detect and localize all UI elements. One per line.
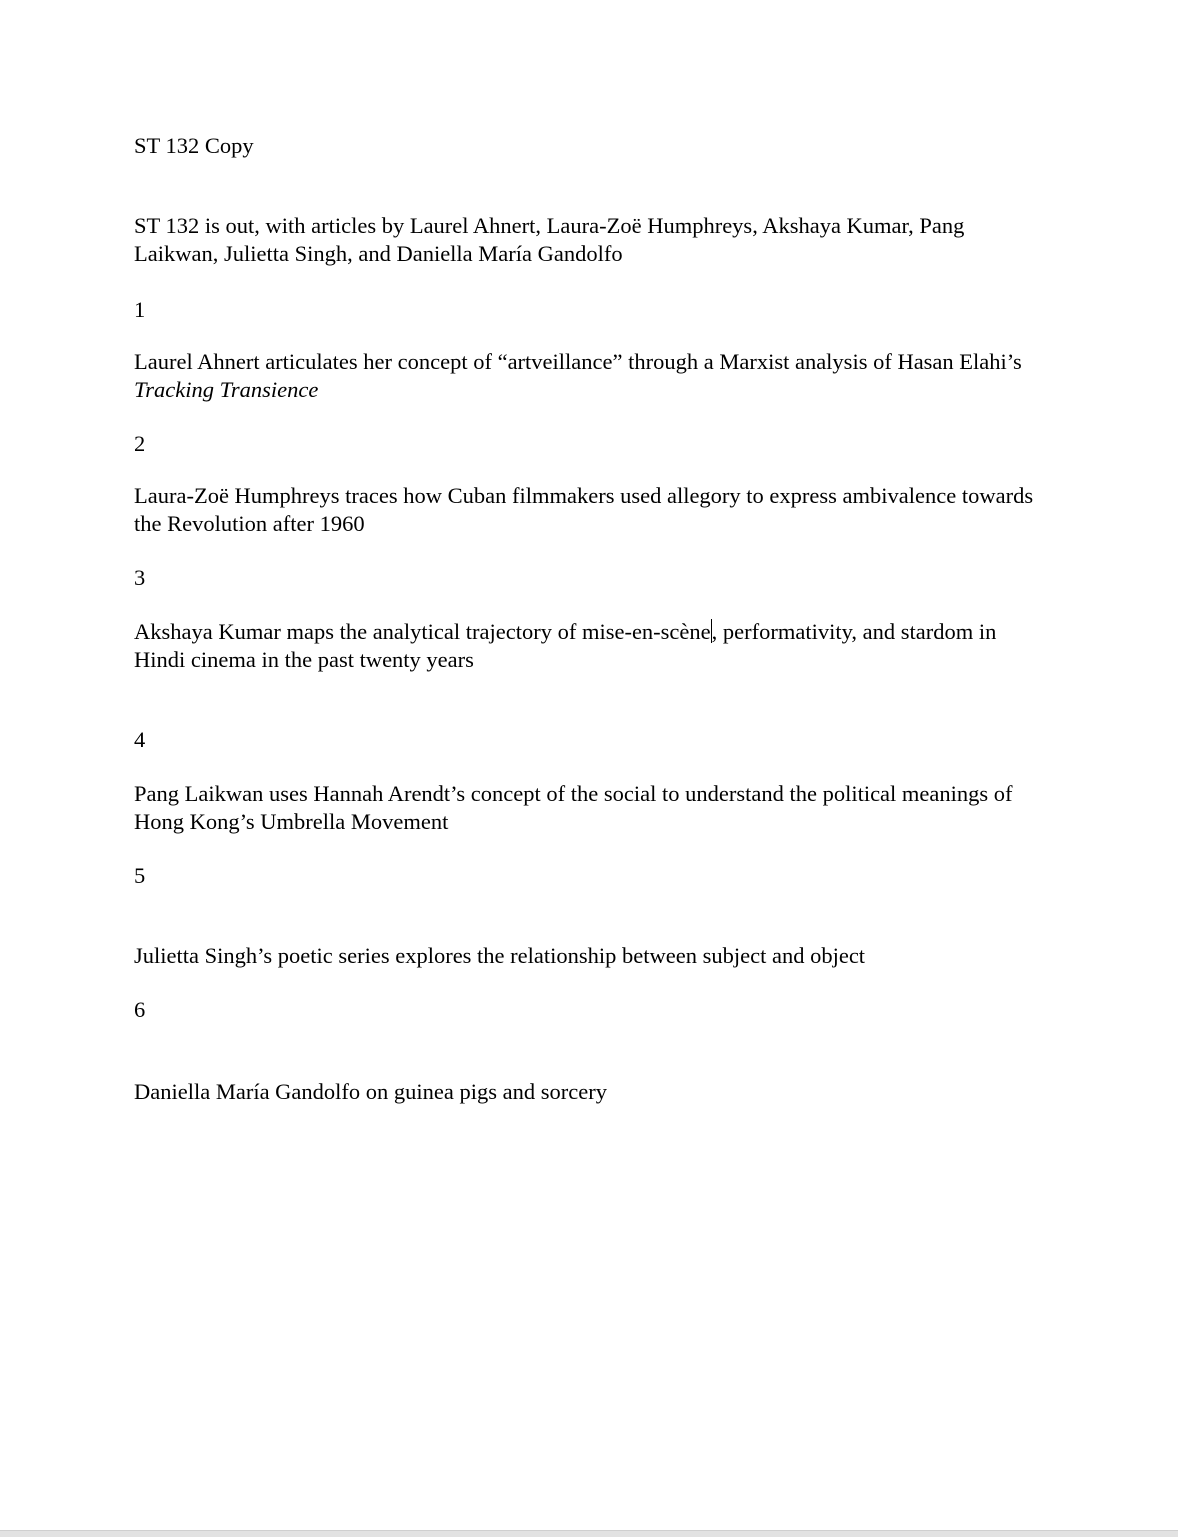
item-text-1-italic-title: Tracking Transience <box>134 377 319 402</box>
item-text-6[interactable]: Daniella María Gandolfo on guinea pigs and sorcery <box>134 1079 607 1104</box>
item-number-3[interactable]: 3 <box>134 565 146 590</box>
item-number-4[interactable]: 4 <box>134 727 146 752</box>
item-number-2[interactable]: 2 <box>134 431 146 456</box>
item-text-5[interactable]: Julietta Singh’s poetic series explores the relationship between subject and object <box>134 943 866 968</box>
item-text-3[interactable] <box>134 618 1044 674</box>
item-number-1[interactable]: 1 <box>134 297 146 322</box>
item-number-5[interactable]: 5 <box>134 863 146 888</box>
item-text-1-main: Laurel Ahnert articulates her concept of “artveillance” through a Marxist analysis of Hasan Elahi’s <box>134 349 1022 374</box>
item-text-1[interactable] <box>134 348 1044 404</box>
item-text-2[interactable]: Laura-Zoë Humphreys traces how Cuban filmmakers used allegory to express ambivalence towards the Revolution after 1960 <box>134 483 1034 536</box>
intro-paragraph[interactable]: ST 132 is out, with articles by Laurel Ahnert, Laura-Zoë Humphreys, Akshaya Kumar, Pang Laikwan, Julietta Singh, and Daniella María Gandolfo <box>134 213 965 266</box>
item-number-6[interactable]: 6 <box>134 997 146 1022</box>
item-text-4[interactable]: Pang Laikwan uses Hannah Arendt’s concept of the social to understand the political meanings of Hong Kong’s Umbrella Movement <box>134 781 1013 834</box>
item-text-3-after-caret: , performativity, and stardom in Hindi cinema in the past twenty years <box>134 619 997 672</box>
item-text-3-before-caret: Akshaya Kumar maps the analytical trajectory of mise-en-scène <box>134 619 711 644</box>
document-title[interactable]: ST 132 Copy <box>134 133 254 158</box>
